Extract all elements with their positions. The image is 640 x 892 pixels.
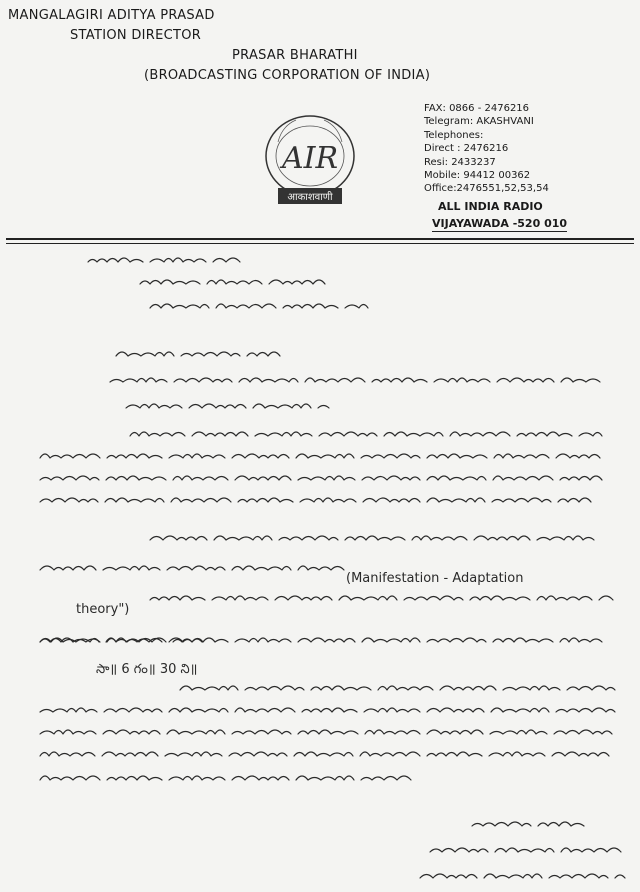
handwriting-line (40, 730, 619, 734)
handwriting-line (40, 708, 622, 712)
sender-title: STATION DIRECTOR (70, 28, 202, 43)
handwriting-line (88, 258, 240, 262)
handwriting-line (150, 536, 601, 540)
manifestation-term: (Manifestation - Adaptation (346, 571, 524, 586)
organization-name: PRASAR BHARATHI (232, 48, 358, 63)
handwriting-line (140, 280, 332, 284)
handwriting-line (126, 404, 329, 408)
handwriting-line (40, 638, 602, 642)
sender-name: MANGALAGIRI ADITYA PRASAD (8, 8, 215, 23)
time-hint: సా॥ 6 గం॥ 30 ని॥ (96, 662, 198, 677)
contact-block (424, 102, 549, 196)
handwriting-line (40, 566, 344, 570)
telegram-address: Telegram: AKASHVANI (424, 116, 534, 128)
station-name: ALL INDIA RADIO (438, 200, 543, 213)
logo-text: AIR (281, 141, 339, 176)
telephones-label: Telephones: (424, 129, 484, 141)
handwriting-line (116, 352, 280, 356)
residence-phone: Resi: 2433237 (424, 156, 496, 168)
station-city: VIJAYAWADA -520 010 (432, 217, 568, 230)
handwriting-line (150, 304, 368, 308)
handwriting-line (130, 432, 602, 436)
organization-subtitle: (BROADCASTING CORPORATION OF INDIA) (144, 68, 431, 83)
handwriting-line (40, 476, 602, 480)
handwriting-line (40, 498, 591, 502)
fax-number: FAX: 0866 - 2476216 (424, 103, 530, 114)
handwriting-line (180, 686, 615, 690)
mobile-phone: Mobile: 94412 00362 (424, 170, 531, 182)
air-emblem-icon (256, 112, 364, 212)
direct-phone: Direct : 2476216 (424, 143, 509, 155)
handwriting-line (150, 596, 613, 600)
handwritten-letter-body (0, 240, 640, 892)
handwriting-line (110, 378, 600, 382)
handwriting-line (40, 776, 411, 780)
handwriting-strokes (40, 258, 628, 878)
handwriting-line (430, 848, 628, 852)
handwriting-line (40, 454, 600, 458)
handwriting-line (40, 752, 616, 756)
logo-banner: आकाशवाणी (287, 192, 333, 203)
office-phone: Office:2476551,52,53,54 (424, 183, 549, 195)
theory-term: theory") (76, 602, 130, 617)
handwriting-line (420, 874, 625, 878)
handwriting-line (472, 822, 584, 826)
